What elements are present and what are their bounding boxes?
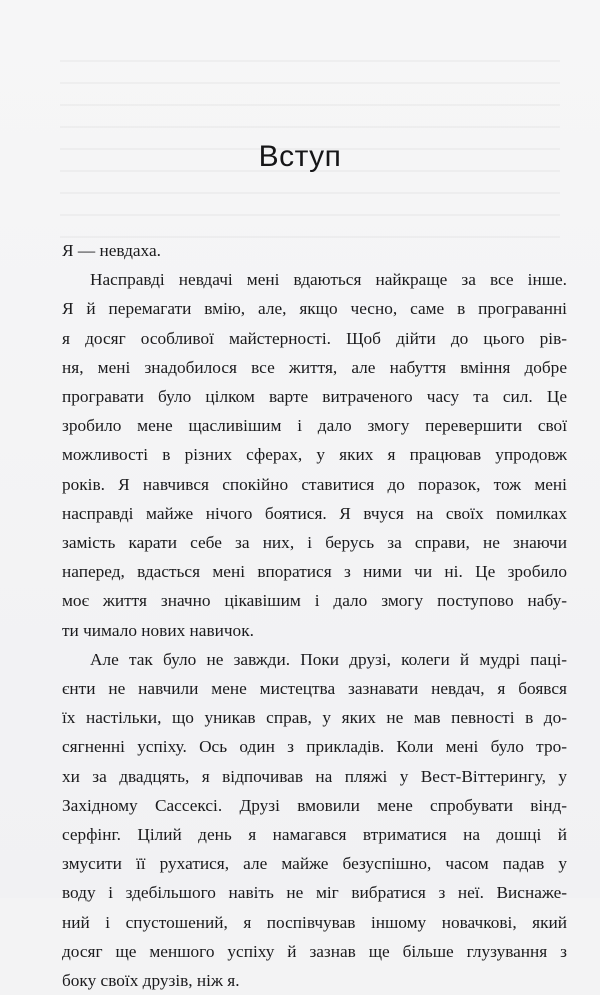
text-line: серфінг. Цілий день я намагався втриматися на дошці й xyxy=(62,825,567,845)
text-line: наперед, вдасться мені впоратися з ними чи ні. Це зробило xyxy=(62,562,567,582)
chapter-title: Вступ xyxy=(258,140,342,173)
text-line: Західному Сассексі. Друзі вмовили мене спробувати вінд- xyxy=(62,795,567,815)
text-line: Я й перемагати вмію, але, якщо чесно, саме в програванні xyxy=(62,299,567,319)
text-line: Але так було не завжди. Поки друзі, колеги й мудрі паці- xyxy=(90,649,567,669)
text-line: Я — невдаха. xyxy=(62,241,161,260)
text-line: ня, мені знадобилося все життя, але набуття вміння добре xyxy=(62,357,567,377)
text-line: років. Я навчився спокійно ставитися до поразок, тож мені xyxy=(62,474,567,494)
text-line: єнти не навчили мене мистецтва зазнавати невдач, я боявся xyxy=(62,679,567,699)
text-line: моє життя значно цікавішим і дало змогу поступово набу- xyxy=(62,591,567,611)
text-line: їх настільки, що уникав справ, у яких не мав певності в до- xyxy=(62,708,567,728)
text-line: досяг ще меншого успіху й зазнав ще більше глузування з xyxy=(62,941,567,961)
text-line: насправді майже нічого боятися. Я вчуся на своїх помилках xyxy=(62,503,567,523)
text-line: Насправді невдачі мені вдаються найкраще за все інше. xyxy=(90,270,567,290)
text-line: хи за двадцять, я відпочивав на пляжі у Вест-Віттерингу, у xyxy=(62,766,567,786)
text-line: змусити її рухатися, але майже безуспішно, часом падав у xyxy=(62,854,567,874)
text-line: сягненні успіху. Ось один з прикладів. Коли мені було тро- xyxy=(62,737,567,757)
text-line: я досяг особливої майстерності. Щоб дійти до цього рів- xyxy=(62,328,567,348)
text-line: програвати було цілком варте витраченого часу та сил. Це xyxy=(62,387,567,407)
text-line: ний і спустошений, я поспівчував іншому новачкові, який xyxy=(62,912,567,932)
text-line: замість карати себе за них, і берусь за справи, не знаючи xyxy=(62,533,567,553)
chapter-body xyxy=(62,236,567,995)
text-line: ти чимало нових навичок. xyxy=(62,620,254,640)
text-line: боку своїх друзів, ніж я. xyxy=(62,971,240,991)
text-line: воду і здебільшого навіть не міг вибратися з неї. Виснаже- xyxy=(62,883,567,903)
text-line: зробило мене щасливішим і дало змогу перевершити свої xyxy=(62,416,567,436)
text-line: можливості в різних сферах, у яких я працював упродовж xyxy=(62,445,567,465)
